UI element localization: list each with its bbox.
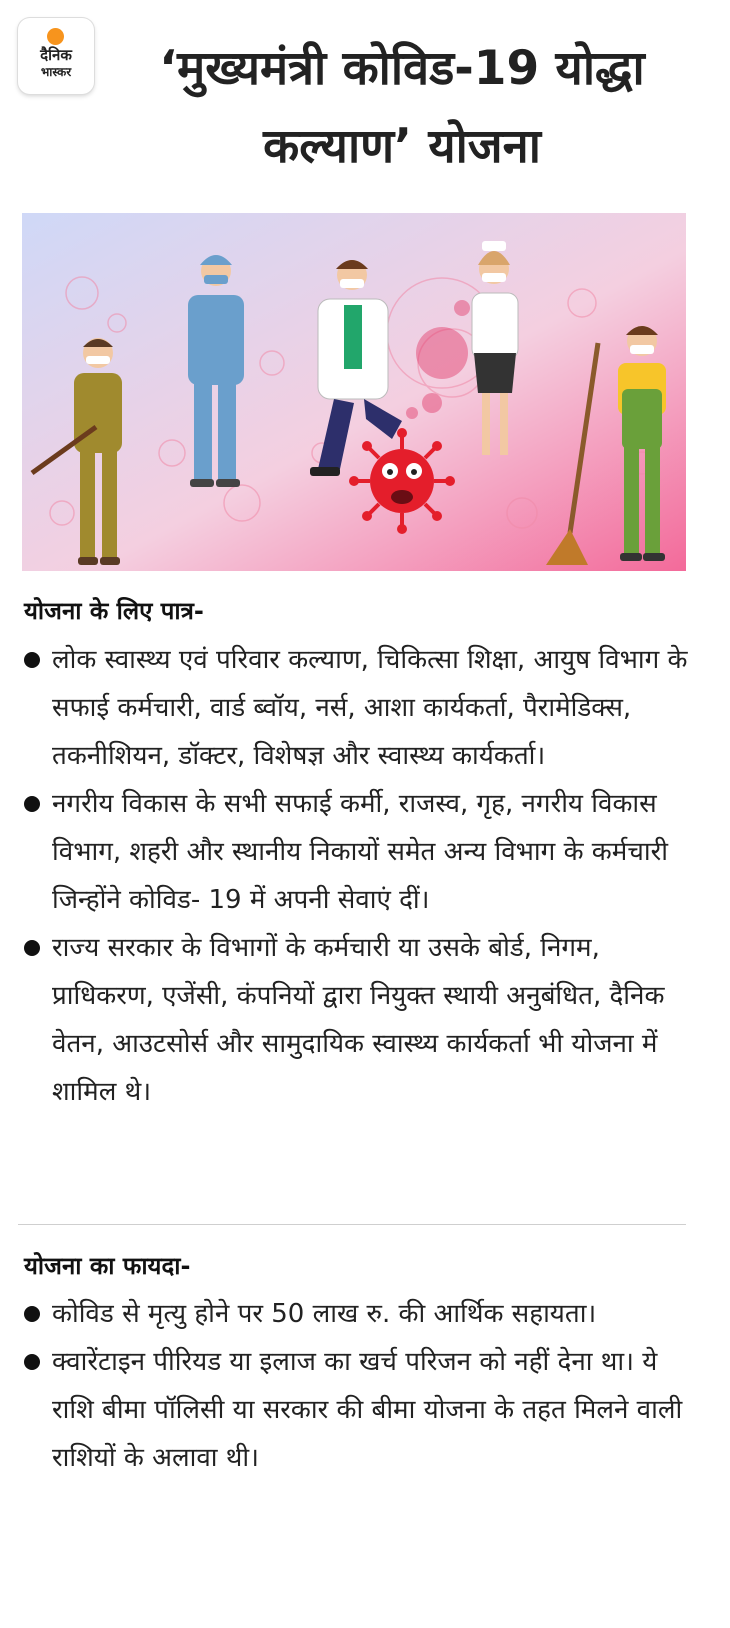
list-item <box>22 636 694 780</box>
list-item <box>22 924 694 1116</box>
bullet-icon <box>24 652 40 668</box>
list-item <box>22 1338 694 1482</box>
bullet-icon <box>24 1354 40 1370</box>
virus-icon <box>349 428 455 534</box>
bullet-icon <box>24 940 40 956</box>
bullet-icon <box>24 796 40 812</box>
logo-text-line1: दैनिक <box>40 46 72 64</box>
eligibility-heading: योजना के लिए पात्र- <box>24 597 204 625</box>
eligibility-item-text: नगरीय विकास के सभी सफाई कर्मी, राजस्व, गृह, नगरीय विकास विभाग, शहरी और स्थानीय निकायों समेत अन्य विभाग के कर्मचारी जिन्होंने कोविड- 19 में अपनी सेवाएं दीं। <box>52 789 668 915</box>
logo-text-line2: भास्कर <box>40 65 72 79</box>
benefit-item-text: क्वारेंटाइन पीरियड या इलाज का खर्च परिजन को नहीं देना था। ये राशि बीमा पॉलिसी या सरकार की बीमा योजना के तहत मिलने वाली राशियों के अलावा थी। <box>52 1347 683 1473</box>
dainik-bhaskar-logo[interactable] <box>18 18 94 94</box>
benefit-item-text: कोविड से मृत्यु होने पर 50 लाख रु. की आर्थिक सहायता। <box>52 1299 597 1329</box>
benefits-list <box>22 1290 694 1482</box>
headline: ‘मुख्यमंत्री कोविड-19 योद्धा कल्याण’ योजना <box>159 41 645 174</box>
eligibility-item-text: लोक स्वास्थ्य एवं परिवार कल्याण, चिकित्सा शिक्षा, आयुष विभाग के सफाई कर्मचारी, वार्ड ब्वॉय, नर्स, आशा कार्यकर्ता, पैरामेडिक्स, तकनीशियन, डॉक्टर, विशेषज्ञ और स्वास्थ्य कार्यकर्ता। <box>52 645 688 771</box>
eligibility-list <box>22 636 694 1116</box>
eligibility-item-text: राज्य सरकार के विभागों के कर्मचारी या उसके बोर्ड, निगम, प्राधिकरण, एजेंसी, कंपनियों द्वारा नियुक्त स्थायी अनुबंधित, दैनिक वेतन, आउटसोर्स और सामुदायिक स्वास्थ्य कार्यकर्ता भी योजना में शामिल थे। <box>52 933 665 1107</box>
list-item <box>22 1290 694 1338</box>
logo-sun-icon <box>47 28 64 45</box>
list-item <box>22 780 694 924</box>
section-divider <box>18 1224 686 1225</box>
hero-illustration <box>22 213 686 571</box>
benefits-heading: योजना का फायदा- <box>24 1252 191 1280</box>
bullet-icon <box>24 1306 40 1322</box>
